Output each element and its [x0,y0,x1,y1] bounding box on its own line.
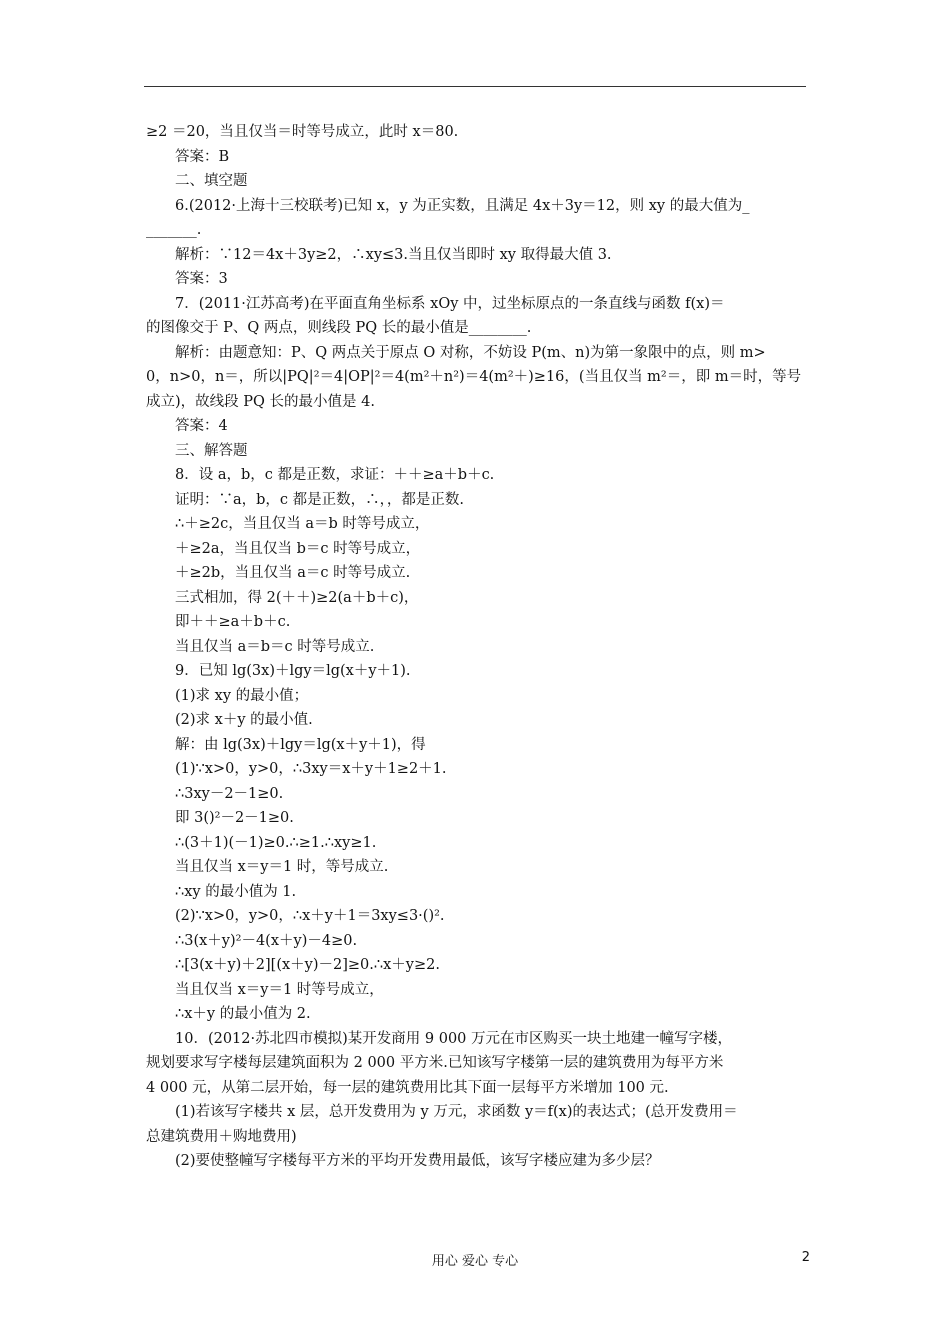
text-line: 即＋＋≥a＋b＋c. [175,614,291,630]
text-line: 当且仅当 a＝b＝c 时等号成立. [175,638,375,655]
text-line: ≥2 ＝20，当且仅当＝时等号成立，此时 x＝80. [146,124,459,140]
text-line: (2)∵x>0，y>0，∴x＋y＋1＝3xy≤3·()². [175,908,445,924]
text-line: ∴xy 的最小值为 1. [175,883,297,900]
text-line: 三、解答题 [175,442,248,459]
text-line: 9．已知 lg(3x)＋lgy＝lg(x＋y＋1). [175,663,411,679]
text-line: (1)求 xy 的最小值； [175,687,309,704]
text-line: 答案：B [175,148,230,165]
text-line: 8．设 a，b，c 都是正数，求证：＋＋≥a＋b＋c. [175,467,495,483]
text-line: ∴3(x＋y)²－4(x＋y)－4≥0. [175,932,358,949]
text-line: (2)求 x＋y 的最小值. [175,712,313,728]
text-line: ∴[3(x＋y)＋2][(x＋y)－2]≥0.∴x＋y≥2. [175,957,440,973]
text-line: (1)若该写字楼共 x 层，总开发费用为 y 万元，求函数 y＝f(x)的表达式；(总开发费用＝ [175,1104,738,1120]
text-line: 6.(2012·上海十三校联考)已知 x，y 为正实数，且满足 4x＋3y＝12，则 xy 的最大值为_ [175,197,750,214]
text-line: 成立)，故线段 PQ 长的最小值是 4. [146,393,375,410]
header-rule [144,86,806,87]
text-line: 0，n>0，n＝，所以|PQ|²＝4|OP|²＝4(m²＋n²)＝4(m²＋)≥16，(当且仅当 m²＝，即 m＝时，等号 [146,369,802,385]
text-line: 的图像交于 P、Q 两点，则线段 PQ 长的最小值是________. [146,320,532,336]
text-line: 二、填空题 [175,173,248,189]
text-line: 解析：由题意知：P、Q 两点关于原点 O 对称，不妨设 P(m、n)为第一象限中的点，则 m> [175,344,766,361]
text-line: ∴x＋y 的最小值为 2. [175,1006,311,1022]
text-line: 解析：∵12＝4x＋3y≥2，∴xy≤3.当且仅当即时 xy 取得最大值 3. [175,246,612,263]
text-line: 当且仅当 x＝y＝1 时，等号成立. [175,859,389,875]
page-number: 2 [801,1250,810,1265]
text-line: 7．(2011·江苏高考)在平面直角坐标系 xOy 中，过坐标原点的一条直线与函数 f(x)＝ [175,295,725,312]
text-line: 三式相加，得 2(＋＋)≥2(a＋b＋c)， [175,589,419,606]
text-line: _______. [146,222,202,238]
text-line: 规划要求写字楼每层建筑面积为 2 000 平方米.已知该写字楼第一层的建筑费用为每平方米 [146,1055,724,1071]
text-line: ∴＋≥2c，当且仅当 a＝b 时等号成立， [175,516,430,532]
text-line: ＋≥2a，当且仅当 b＝c 时等号成立， [175,540,421,557]
text-line: 当且仅当 x＝y＝1 时等号成立， [175,981,384,998]
text-line: 总建筑费用＋购地费用) [146,1128,297,1145]
text-line: 解：由 lg(3x)＋lgy＝lg(x＋y＋1)，得 [175,736,426,753]
text-line: (1)∵x>0，y>0，∴3xy＝x＋y＋1≥2＋1. [175,761,447,777]
text-line: 答案：3 [175,271,228,287]
text-line: 即 3()²－2－1≥0. [175,810,294,826]
text-line: ＋≥2b，当且仅当 a＝c 时等号成立. [175,565,411,581]
document-body [146,120,806,1174]
text-line: 证明：∵a，b，c 都是正数，∴，，都是正数. [175,491,465,508]
text-line: 4 000 元，从第二层开始，每一层的建筑费用比其下面一层每平方米增加 100 元. [146,1079,669,1096]
text-line: 答案：4 [175,418,228,434]
text-line: ∴(3＋1)(－1)≥0.∴≥1.∴xy≥1. [175,834,377,851]
text-line: (2)要使整幢写字楼每平方米的平均开发费用最低，该写字楼应建为多少层？ [175,1153,660,1169]
text-line: ∴3xy－2－1≥0. [175,785,284,802]
footer-text: 用心 爱心 专心 [431,1254,519,1269]
text-line: 10．(2012·苏北四市模拟)某开发商用 9 000 万元在市区购买一块土地建一幢写字楼， [175,1030,733,1047]
